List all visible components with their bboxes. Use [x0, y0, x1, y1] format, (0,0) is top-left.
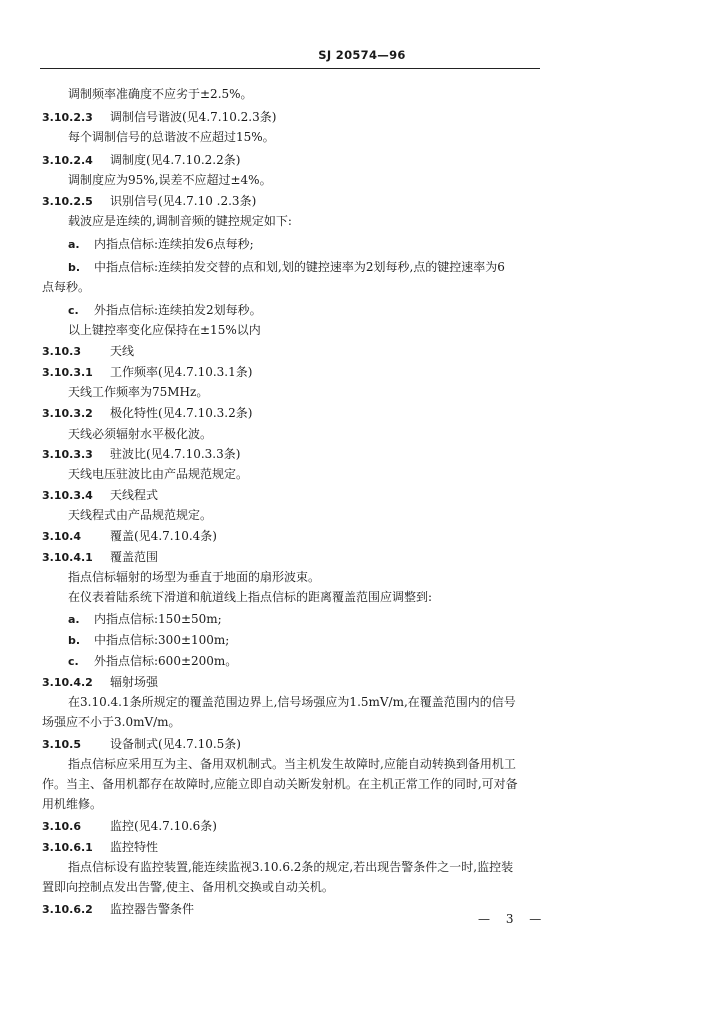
section-heading: 3.10.4.1 覆盖范围	[42, 550, 159, 564]
text-line: 调制频率准确度不应劣于±2.5%。	[68, 87, 253, 101]
section-heading: 3.10.6.2 监控器告警条件	[42, 902, 195, 916]
text-line: 指点信标辐射的场型为垂直于地面的扇形波束。	[68, 570, 321, 584]
section-heading: 3.10.2.4 调制度(见4.7.10.2.2条)	[42, 153, 241, 167]
document-code-header: SJ 20574—96	[318, 48, 406, 62]
section-heading: 3.10.3.4 天线程式	[42, 488, 159, 502]
list-item: b. 中指点信标:连续拍发交替的点和划,划的键控速率为2划每秒,点的键控速率为6	[68, 260, 505, 274]
text-line: 用机维修。	[42, 797, 103, 811]
text-line: 调制度应为95%,误差不应超过±4%。	[68, 173, 272, 187]
list-item: a. 内指点信标:连续拍发6点每秒;	[68, 237, 254, 251]
section-heading: 3.10.6.1 监控特性	[42, 840, 159, 854]
page-number: — 3 —	[478, 912, 548, 926]
section-heading: 3.10.3 天线	[42, 344, 135, 358]
text-line: 天线程式由产品规范规定。	[68, 508, 213, 522]
text-line: 天线电压驻波比由产品规范规定。	[68, 467, 249, 481]
section-heading: 3.10.5 设备制式(见4.7.10.5条)	[42, 737, 241, 751]
text-line: 指点信标设有监控装置,能连续监视3.10.6.2条的规定,若出现告警条件之一时,监控装	[68, 860, 514, 874]
list-item: b. 中指点信标:300±100m;	[68, 633, 230, 647]
text-line: 场强应不小于3.0mV/m。	[42, 715, 181, 729]
header-rule	[40, 68, 540, 69]
section-heading: 3.10.2.5 识别信号(见4.7.10 .2.3条)	[42, 194, 257, 208]
text-line: 在3.10.4.1条所规定的覆盖范围边界上,信号场强应为1.5mV/m,在覆盖范围内的信号	[68, 695, 516, 709]
list-item: c. 外指点信标:连续拍发2划每秒。	[68, 303, 262, 317]
list-item: c. 外指点信标:600±200m。	[68, 654, 238, 668]
text-line: 天线必须辐射水平极化波。	[68, 427, 213, 441]
section-heading: 3.10.4.2 辐射场强	[42, 675, 159, 689]
section-heading: 3.10.4 覆盖(见4.7.10.4条)	[42, 529, 217, 543]
text-line: 每个调制信号的总谐波不应超过15%。	[68, 130, 275, 144]
text-line: 以上键控率变化应保持在±15%以内	[68, 323, 261, 337]
section-heading: 3.10.3.1 工作频率(见4.7.10.3.1条)	[42, 365, 253, 379]
text-line: 作。当主、备用机都存在故障时,应能立即自动关断发射机。在主机正常工作的同时,可对备	[42, 777, 518, 791]
text-line: 指点信标应采用互为主、备用双机制式。当主机发生故障时,应能自动转换到备用机工	[68, 757, 516, 771]
text-line: 置即向控制点发出告警,使主、备用机交换或自动关机。	[42, 880, 334, 894]
section-heading: 3.10.6 监控(见4.7.10.6条)	[42, 819, 217, 833]
section-heading: 3.10.3.3 驻波比(见4.7.10.3.3条)	[42, 447, 241, 461]
text-line: 点每秒。	[42, 280, 91, 294]
text-line: 天线工作频率为75MHz。	[68, 385, 209, 399]
text-line: 载波应是连续的,调制音频的键控规定如下:	[68, 214, 292, 228]
text-line: 在仪表着陆系统下滑道和航道线上指点信标的距离覆盖范围应调整到:	[68, 590, 433, 604]
section-heading: 3.10.3.2 极化特性(见4.7.10.3.2条)	[42, 406, 253, 420]
section-heading: 3.10.2.3 调制信号谐波(见4.7.10.2.3条)	[42, 110, 277, 124]
list-item: a. 内指点信标:150±50m;	[68, 612, 222, 626]
